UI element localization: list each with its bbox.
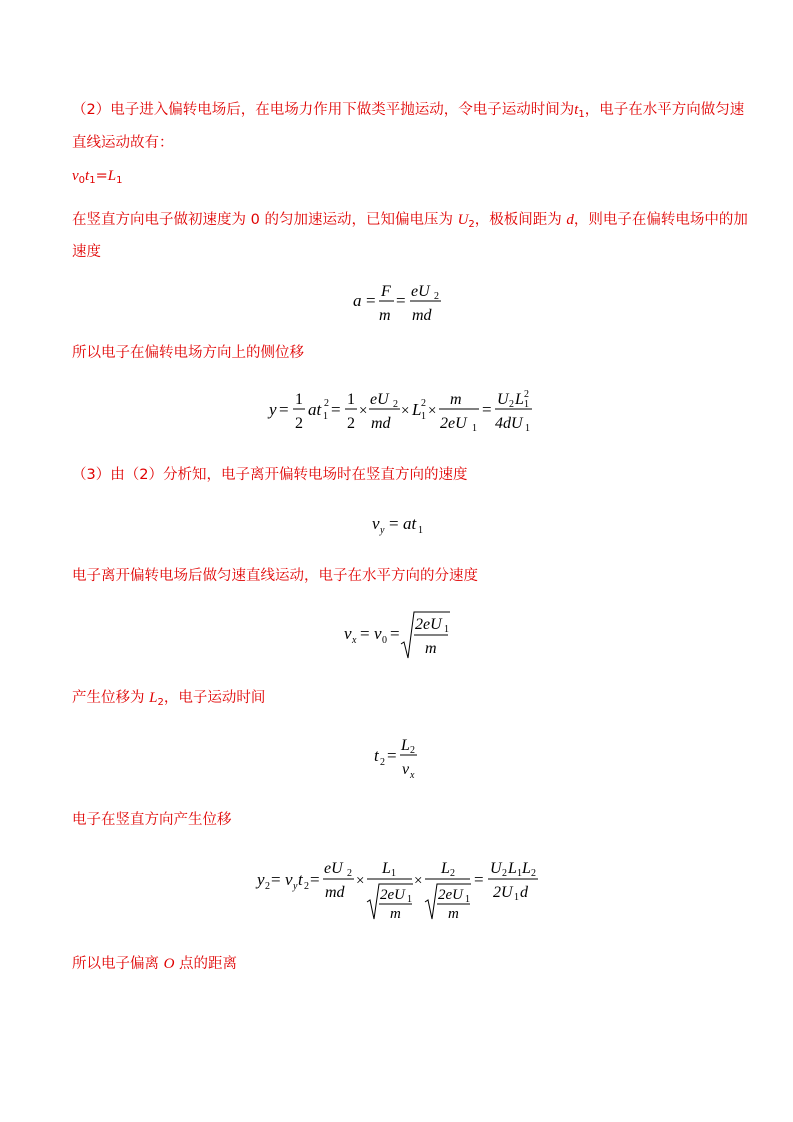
svg-text:t: t [298, 870, 303, 889]
paragraph-part2-intro-line2: 直线运动故有： [72, 135, 174, 151]
svg-text:=: = [390, 624, 400, 643]
svg-text:v: v [344, 624, 352, 643]
svg-text:y: y [380, 525, 385, 536]
svg-text:2eU: 2eU [380, 887, 405, 903]
svg-text:2: 2 [265, 881, 270, 892]
equation-vy [370, 510, 430, 538]
svg-text:1: 1 [472, 423, 477, 434]
svg-text:eU: eU [411, 283, 430, 300]
svg-text:m: m [448, 906, 459, 922]
paragraph-vertical-accel: 在竖直方向电子做初速度为 0 的匀加速运动，已知偏电压为 $U_2$，极板间距为 d，则电子在偏转电场中的加 [72, 212, 748, 230]
svg-text:×: × [401, 403, 410, 419]
svg-text:2: 2 [347, 415, 355, 432]
svg-text:=: = [482, 400, 492, 419]
svg-text:at: at [403, 514, 417, 533]
svg-text:2U: 2U [493, 884, 513, 901]
svg-text:1: 1 [524, 399, 529, 410]
svg-text:×: × [359, 403, 368, 419]
svg-text:2: 2 [380, 757, 385, 768]
svg-text:1: 1 [295, 391, 303, 408]
svg-text:2eU: 2eU [415, 616, 442, 633]
svg-text:a: a [353, 291, 362, 310]
svg-text:y: y [257, 870, 265, 889]
svg-text:2: 2 [502, 868, 507, 879]
svg-text:m: m [425, 640, 437, 657]
paragraph-lateral-displacement: 所以电子在偏转电场方向上的侧位移 [72, 345, 304, 361]
svg-text:m: m [450, 391, 462, 408]
svg-text:2: 2 [324, 398, 329, 409]
equation-lateral-y [266, 388, 536, 438]
svg-text:×: × [414, 873, 423, 889]
svg-text:v: v [374, 624, 382, 643]
svg-text:v: v [372, 514, 380, 533]
svg-text:eU: eU [324, 860, 343, 877]
svg-text:1: 1 [391, 868, 396, 879]
svg-text:v: v [285, 870, 293, 889]
svg-text:F: F [381, 283, 391, 300]
svg-text:2: 2 [450, 868, 455, 879]
equation-y2 [255, 852, 540, 924]
svg-text:=: = [360, 624, 370, 643]
svg-text:2: 2 [524, 389, 529, 400]
svg-text:2: 2 [347, 868, 352, 879]
equation-vx [342, 608, 452, 662]
svg-text:L: L [522, 860, 531, 877]
svg-text:t: t [374, 746, 379, 765]
paragraph-part3-intro: （3）由（2）分析知，电子离开偏转电场时在竖直方向的速度 [72, 467, 468, 483]
svg-text:1: 1 [525, 423, 530, 434]
svg-text:=: = [474, 870, 484, 889]
svg-text:L: L [412, 400, 422, 419]
equation-t2 [372, 733, 422, 781]
paragraph-vertical-accel-line2: 速度 [72, 244, 101, 260]
svg-text:m: m [379, 307, 391, 324]
svg-text:=: = [310, 870, 320, 889]
svg-text:=: = [279, 400, 289, 419]
svg-text:4dU: 4dU [495, 415, 523, 432]
svg-text:md: md [371, 415, 391, 432]
svg-text:=: = [389, 514, 399, 533]
svg-text:2: 2 [421, 398, 426, 409]
svg-text:d: d [520, 884, 528, 901]
svg-text:x: x [410, 770, 415, 781]
svg-text:2: 2 [410, 745, 415, 756]
svg-text:1: 1 [347, 391, 355, 408]
svg-text:eU: eU [370, 391, 389, 408]
svg-text:2: 2 [434, 291, 439, 302]
svg-text:L: L [441, 860, 450, 877]
svg-text:2: 2 [393, 399, 398, 410]
svg-text:×: × [428, 403, 437, 419]
svg-text:1: 1 [418, 525, 423, 536]
svg-text:L: L [382, 860, 391, 877]
svg-text:1: 1 [323, 411, 328, 422]
svg-text:L: L [508, 860, 517, 877]
paragraph-displacement-L2: 产生位移为 $L_2$，电子运动时间 [72, 690, 266, 708]
svg-text:at: at [308, 400, 322, 419]
equation-acceleration [350, 282, 450, 326]
svg-text:=: = [271, 870, 281, 889]
svg-text:2: 2 [304, 881, 309, 892]
svg-text:2: 2 [509, 399, 514, 410]
svg-text:m: m [390, 906, 401, 922]
paragraph-part2-intro: （2）电子进入偏转电场后，在电场力作用下做类平抛运动，令电子运动时间为$t_1$，电子在水平方向做匀速 [72, 102, 745, 120]
svg-text:v: v [402, 761, 410, 778]
svg-text:=: = [331, 400, 341, 419]
svg-text:y: y [269, 400, 277, 419]
equation-v0t1-L1: $v_0t_1=L_1$ [72, 168, 123, 186]
svg-text:1: 1 [517, 868, 522, 879]
svg-text:=: = [396, 291, 406, 310]
svg-text:=: = [387, 746, 397, 765]
svg-text:L: L [401, 737, 410, 754]
svg-text:1: 1 [465, 894, 470, 905]
svg-text:x: x [352, 635, 357, 646]
svg-text:×: × [356, 873, 365, 889]
paragraph-horizontal-velocity: 电子离开偏转电场后做匀速直线运动，电子在水平方向的分速度 [72, 568, 478, 584]
svg-text:U: U [497, 391, 509, 408]
svg-text:0: 0 [382, 635, 387, 646]
svg-text:2: 2 [295, 415, 303, 432]
svg-text:L: L [515, 391, 524, 408]
paragraph-distance-from-O: 所以电子偏离 O 点的距离 [72, 956, 238, 972]
svg-text:y: y [293, 881, 298, 892]
svg-text:2: 2 [531, 868, 536, 879]
svg-text:1: 1 [514, 892, 519, 903]
svg-text:2eU: 2eU [438, 887, 463, 903]
svg-text:md: md [412, 307, 432, 324]
svg-text:1: 1 [444, 624, 449, 635]
svg-text:2eU: 2eU [440, 415, 467, 432]
svg-text:1: 1 [407, 894, 412, 905]
svg-text:md: md [325, 884, 345, 901]
svg-text:1: 1 [421, 411, 426, 422]
svg-text:U: U [490, 860, 502, 877]
paragraph-vertical-displacement: 电子在竖直方向产生位移 [72, 812, 232, 828]
svg-text:=: = [366, 291, 376, 310]
